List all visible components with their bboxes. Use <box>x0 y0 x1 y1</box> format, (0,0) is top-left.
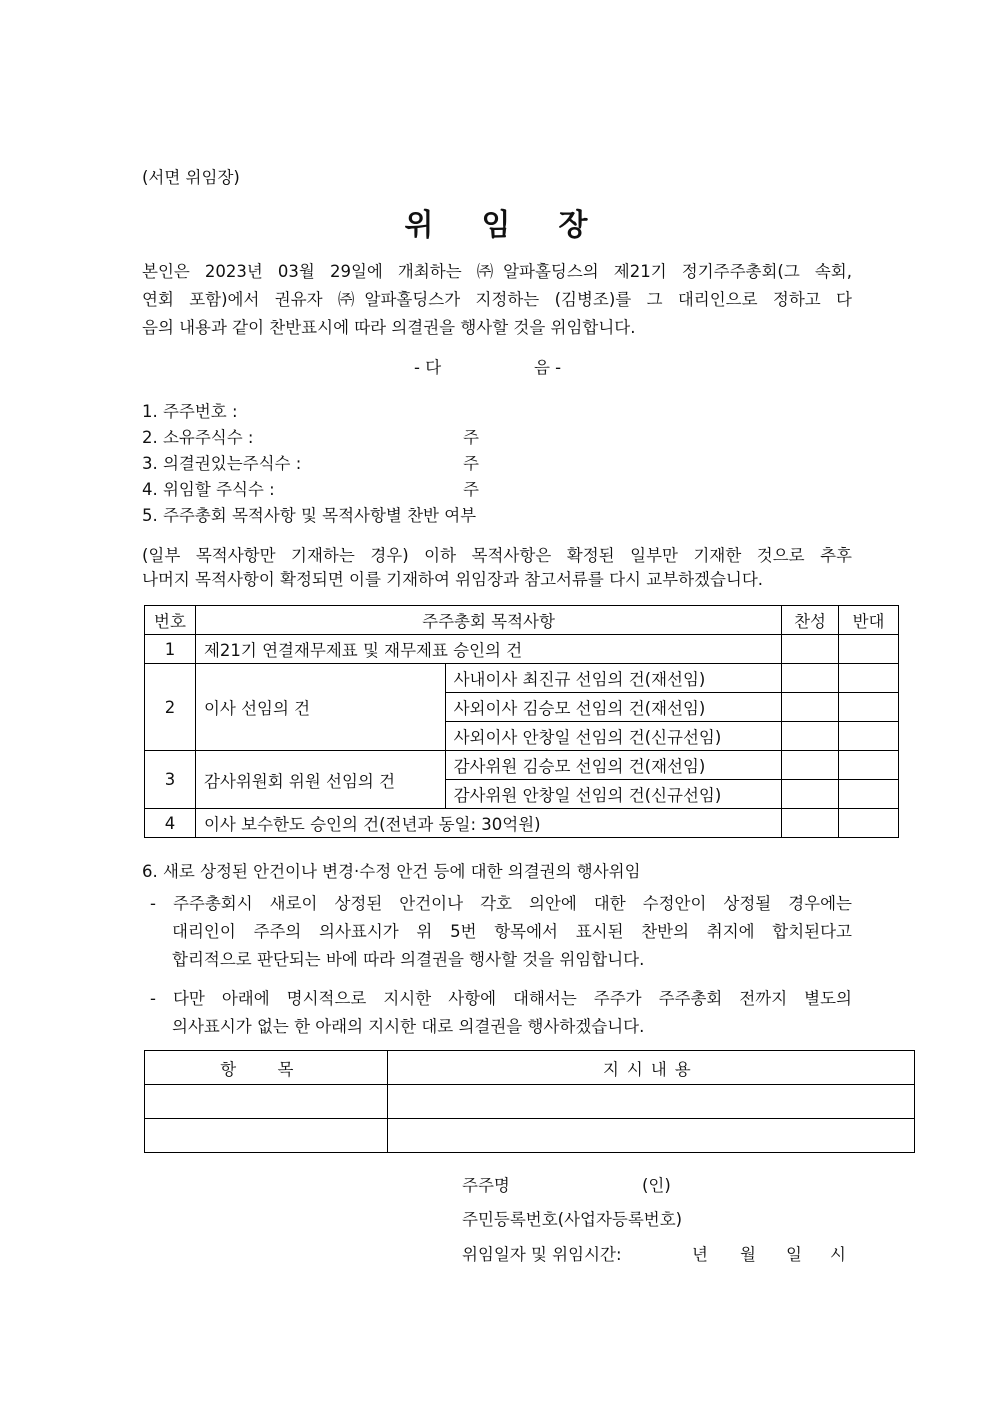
row-no: 4 <box>145 809 196 838</box>
row-subitem: 사내이사 최진규 선임의 건(재선임) <box>445 664 781 693</box>
bullet-line: 합리적으로 판단되는 바에 따라 의결권을 행사할 것을 위임합니다. <box>172 950 645 969</box>
intro-line: 연회 포함)에서 권유자 ㈜알파홀딩스가 지정하는 (김병조)를 그 대리인으로 정하고 다 <box>142 290 852 309</box>
bullet-line: 대리인이 주주의 의사표시가 위 5번 항목에서 표시된 찬반의 취지에 합치된다고 <box>172 922 852 941</box>
vote-against-cell[interactable] <box>839 780 899 809</box>
instruction-item-cell[interactable] <box>145 1119 388 1153</box>
row-item: 감사위원회 위원 선임의 건 <box>195 751 445 809</box>
row-item: 이사 선임의 건 <box>195 664 445 751</box>
da-eum-right: 음 - <box>534 358 562 377</box>
intro-paragraph <box>142 258 852 342</box>
instruction-item-cell[interactable] <box>145 1085 388 1119</box>
item-shareholder-no: 1. 주주번호 : <box>142 402 238 421</box>
intro-line: 음의 내용과 같이 찬반표시에 따라 의결권을 행사할 것을 위임합니다. <box>142 318 636 337</box>
bullet-line: 의사표시가 없는 한 아래의 지시한 대로 의결권을 행사하겠습니다. <box>172 1017 645 1036</box>
unit-delegated-shares: 주 <box>463 480 479 499</box>
unit-owned-shares: 주 <box>463 428 479 447</box>
partial-note-line: (일부 목적사항만 기재하는 경우) 이하 목적사항은 확정된 일부만 기재한 것으로 추후 <box>142 546 852 565</box>
shareholder-name-label: 주주명 <box>462 1176 510 1195</box>
vote-against-cell[interactable] <box>839 809 899 838</box>
partial-note-line: 나머지 목적사항이 확정되면 이를 기재하여 위임장과 참고서류를 다시 교부하겠습니다. <box>142 570 764 589</box>
row-subitem: 감사위원 안창일 선임의 건(신규선임) <box>445 780 781 809</box>
vote-for-cell[interactable] <box>782 722 839 751</box>
title-char: 장 <box>558 208 588 243</box>
date-month: 월 <box>740 1245 756 1264</box>
vote-for-cell[interactable] <box>782 664 839 693</box>
row-subitem: 감사위원 김승모 선임의 건(재선임) <box>445 751 781 780</box>
row-item: 제21기 연결재무제표 및 재무제표 승인의 건 <box>195 635 781 664</box>
item-voting-shares: 3. 의결권있는주식수 : <box>142 454 302 473</box>
title-char: 위 <box>404 208 434 243</box>
header-instruction: 지시내용 <box>387 1051 914 1085</box>
header-for: 찬성 <box>782 606 839 635</box>
agenda-table <box>144 605 899 838</box>
vote-for-cell[interactable] <box>782 751 839 780</box>
item-delegated-shares: 4. 위임할 주식수 : <box>142 480 275 499</box>
vote-against-cell[interactable] <box>839 635 899 664</box>
section6-bullet1 <box>150 890 852 974</box>
table-row <box>145 809 899 838</box>
row-no: 3 <box>145 751 196 809</box>
vote-for-cell[interactable] <box>782 693 839 722</box>
vote-for-cell[interactable] <box>782 780 839 809</box>
intro-line: 본인은 2023년 03월 29일에 개최하는 ㈜알파홀딩스의 제21기 정기주주총회(그 속회, <box>142 262 852 281</box>
registration-no-label: 주민등록번호(사업자등록번호) <box>462 1210 683 1229</box>
header-item: 항 목 <box>145 1051 388 1085</box>
header-no: 번호 <box>145 606 196 635</box>
table-header-row <box>145 606 899 635</box>
row-no: 2 <box>145 664 196 751</box>
vote-for-cell[interactable] <box>782 809 839 838</box>
row-no: 1 <box>145 635 196 664</box>
vote-for-cell[interactable] <box>782 635 839 664</box>
seal-mark: (인) <box>642 1176 671 1195</box>
vote-against-cell[interactable] <box>839 722 899 751</box>
instruction-content-cell[interactable] <box>387 1085 914 1119</box>
vote-against-cell[interactable] <box>839 693 899 722</box>
title-char: 임 <box>481 208 511 243</box>
row-item: 이사 보수한도 승인의 건(전년과 동일: 30억원) <box>195 809 781 838</box>
row-subitem: 사외이사 안창일 선임의 건(신규선임) <box>445 722 781 751</box>
header-item: 주주총회 목적사항 <box>195 606 781 635</box>
unit-voting-shares: 주 <box>463 454 479 473</box>
vote-against-cell[interactable] <box>839 664 899 693</box>
date-year: 년 <box>692 1245 708 1264</box>
section6-heading: 6. 새로 상정된 안건이나 변경·수정 안건 등에 대한 의결권의 행사위임 <box>142 862 641 881</box>
item-agenda-heading: 5. 주주총회 목적사항 및 목적사항별 찬반 여부 <box>142 506 477 525</box>
table-row <box>145 635 899 664</box>
instruction-row <box>145 1119 915 1153</box>
row-subitem: 사외이사 김승모 선임의 건(재선임) <box>445 693 781 722</box>
partial-note <box>142 544 852 592</box>
date-hour: 시 <box>830 1245 846 1264</box>
instruction-row <box>145 1085 915 1119</box>
da-eum-left: - 다 <box>414 358 442 377</box>
delegation-date-label: 위임일자 및 위임시간: <box>462 1245 622 1264</box>
instruction-content-cell[interactable] <box>387 1119 914 1153</box>
section6-bullet2 <box>150 985 852 1041</box>
table-row <box>145 664 899 693</box>
date-day: 일 <box>786 1245 802 1264</box>
page-title <box>0 200 992 244</box>
document-label: (서면 위임장) <box>142 168 240 187</box>
table-row <box>145 751 899 780</box>
instruction-table <box>144 1050 915 1153</box>
item-owned-shares: 2. 소유주식수 : <box>142 428 254 447</box>
bullet-line: - 다만 아래에 명시적으로 지시한 사항에 대해서는 주주가 주주총회 전까지 별도의 <box>150 989 852 1008</box>
header-against: 반대 <box>839 606 899 635</box>
vote-against-cell[interactable] <box>839 751 899 780</box>
bullet-line: - 주주총회시 새로이 상정된 안건이나 각호 의안에 대한 수정안이 상정될 경우에는 <box>150 894 852 913</box>
instruction-header-row <box>145 1051 915 1085</box>
